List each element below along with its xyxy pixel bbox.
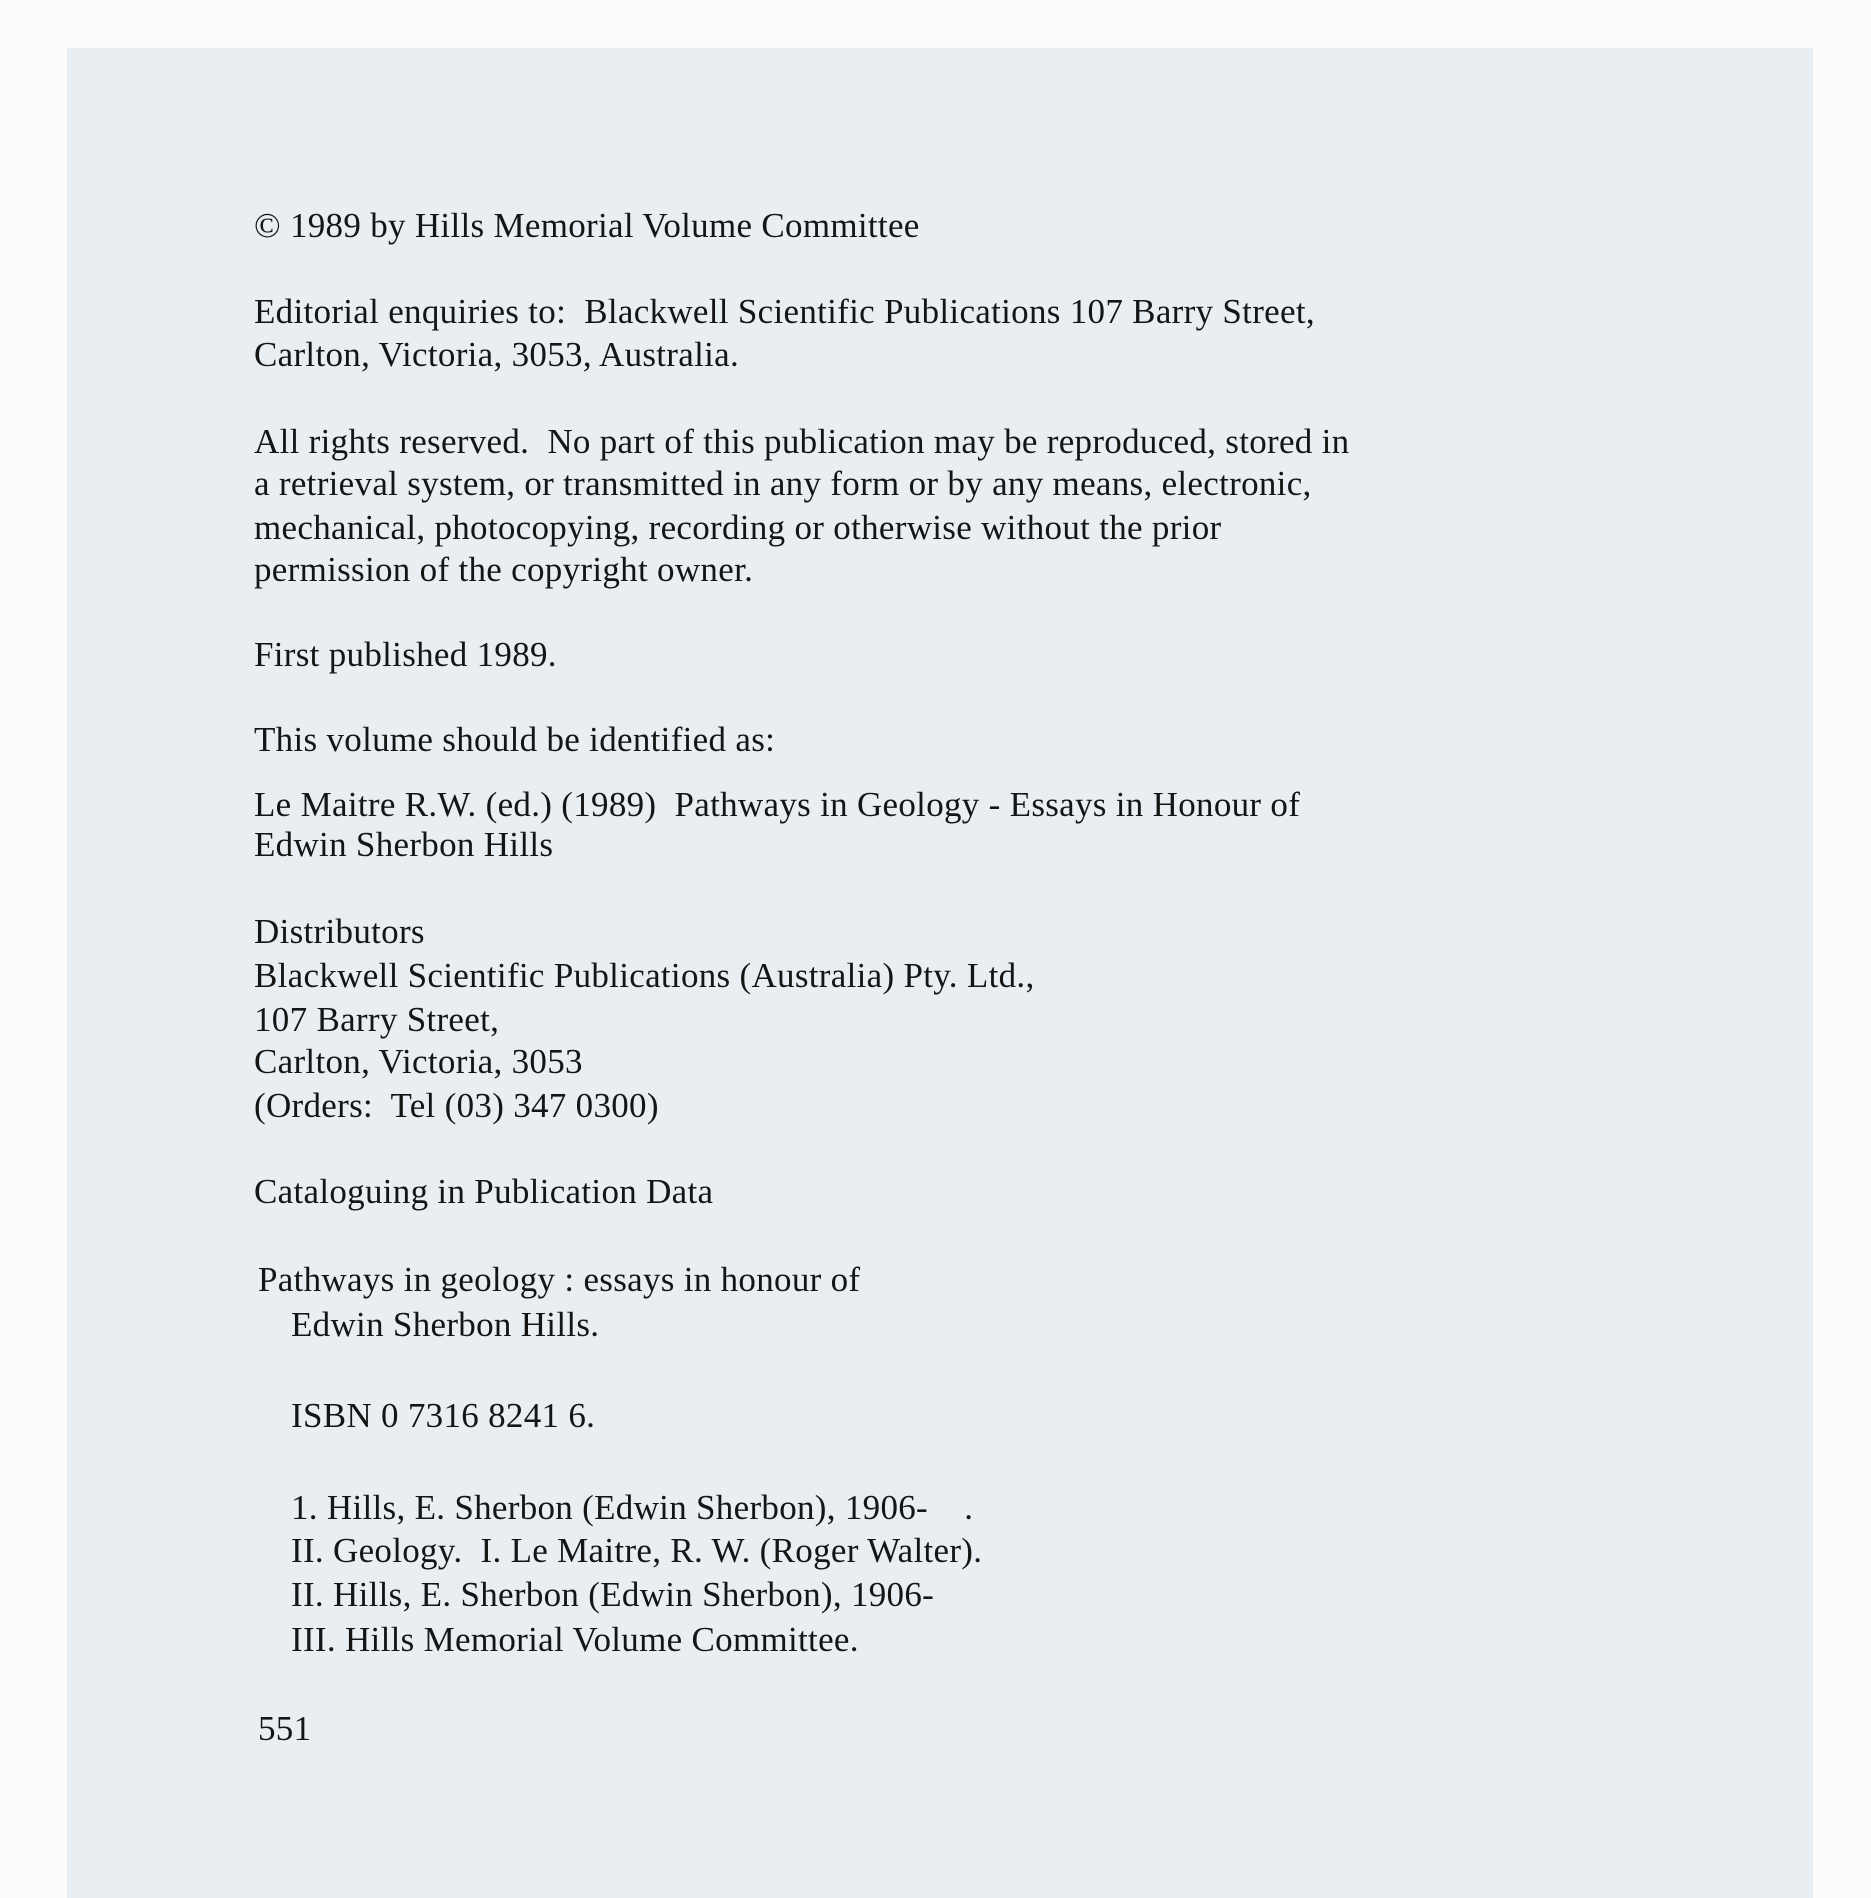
cip-title-line-2: Edwin Sherbon Hills.: [291, 1305, 600, 1344]
isbn: ISBN 0 7316 8241 6.: [291, 1396, 596, 1435]
editorial-line-1: Editorial enquiries to: Blackwell Scientific Publications 107 Barry Street,: [254, 292, 1315, 331]
page-number: 551: [258, 1709, 312, 1748]
copyright-line: © 1989 by Hills Memorial Volume Committee: [254, 206, 920, 245]
editorial-line-2: Carlton, Victoria, 3053, Australia.: [254, 335, 740, 374]
identify-label: This volume should be identified as:: [254, 720, 776, 759]
rights-line-3: mechanical, photocopying, recording or otherwise without the prior: [254, 508, 1222, 547]
cip-title-line-1: Pathways in geology : essays in honour of: [258, 1260, 861, 1299]
first-published: First published 1989.: [254, 635, 557, 674]
rights-line-1: All rights reserved. No part of this publication may be reproduced, stored in: [254, 422, 1350, 461]
subject-line-3: II. Hills, E. Sherbon (Edwin Sherbon), 1906-: [291, 1575, 935, 1614]
subject-line-4: III. Hills Memorial Volume Committee.: [291, 1620, 859, 1659]
distributor-phone: (Orders: Tel (03) 347 0300): [254, 1086, 659, 1125]
distributors-heading: Distributors: [254, 912, 425, 951]
distributor-city: Carlton, Victoria, 3053: [254, 1042, 583, 1081]
distributor-name: Blackwell Scientific Publications (Australia) Pty. Ltd.,: [254, 956, 1035, 995]
rights-line-4: permission of the copyright owner.: [254, 550, 754, 589]
subject-line-2: II. Geology. I. Le Maitre, R. W. (Roger Walter).: [291, 1531, 983, 1570]
citation-line-2: Edwin Sherbon Hills: [254, 825, 554, 864]
subject-line-1: 1. Hills, E. Sherbon (Edwin Sherbon), 1906- .: [291, 1488, 974, 1527]
distributor-street: 107 Barry Street,: [254, 1000, 500, 1039]
citation-line-1: Le Maitre R.W. (ed.) (1989) Pathways in Geology - Essays in Honour of: [254, 785, 1301, 824]
rights-line-2: a retrieval system, or transmitted in any form or by any means, electronic,: [254, 464, 1312, 503]
cip-heading: Cataloguing in Publication Data: [254, 1172, 714, 1211]
